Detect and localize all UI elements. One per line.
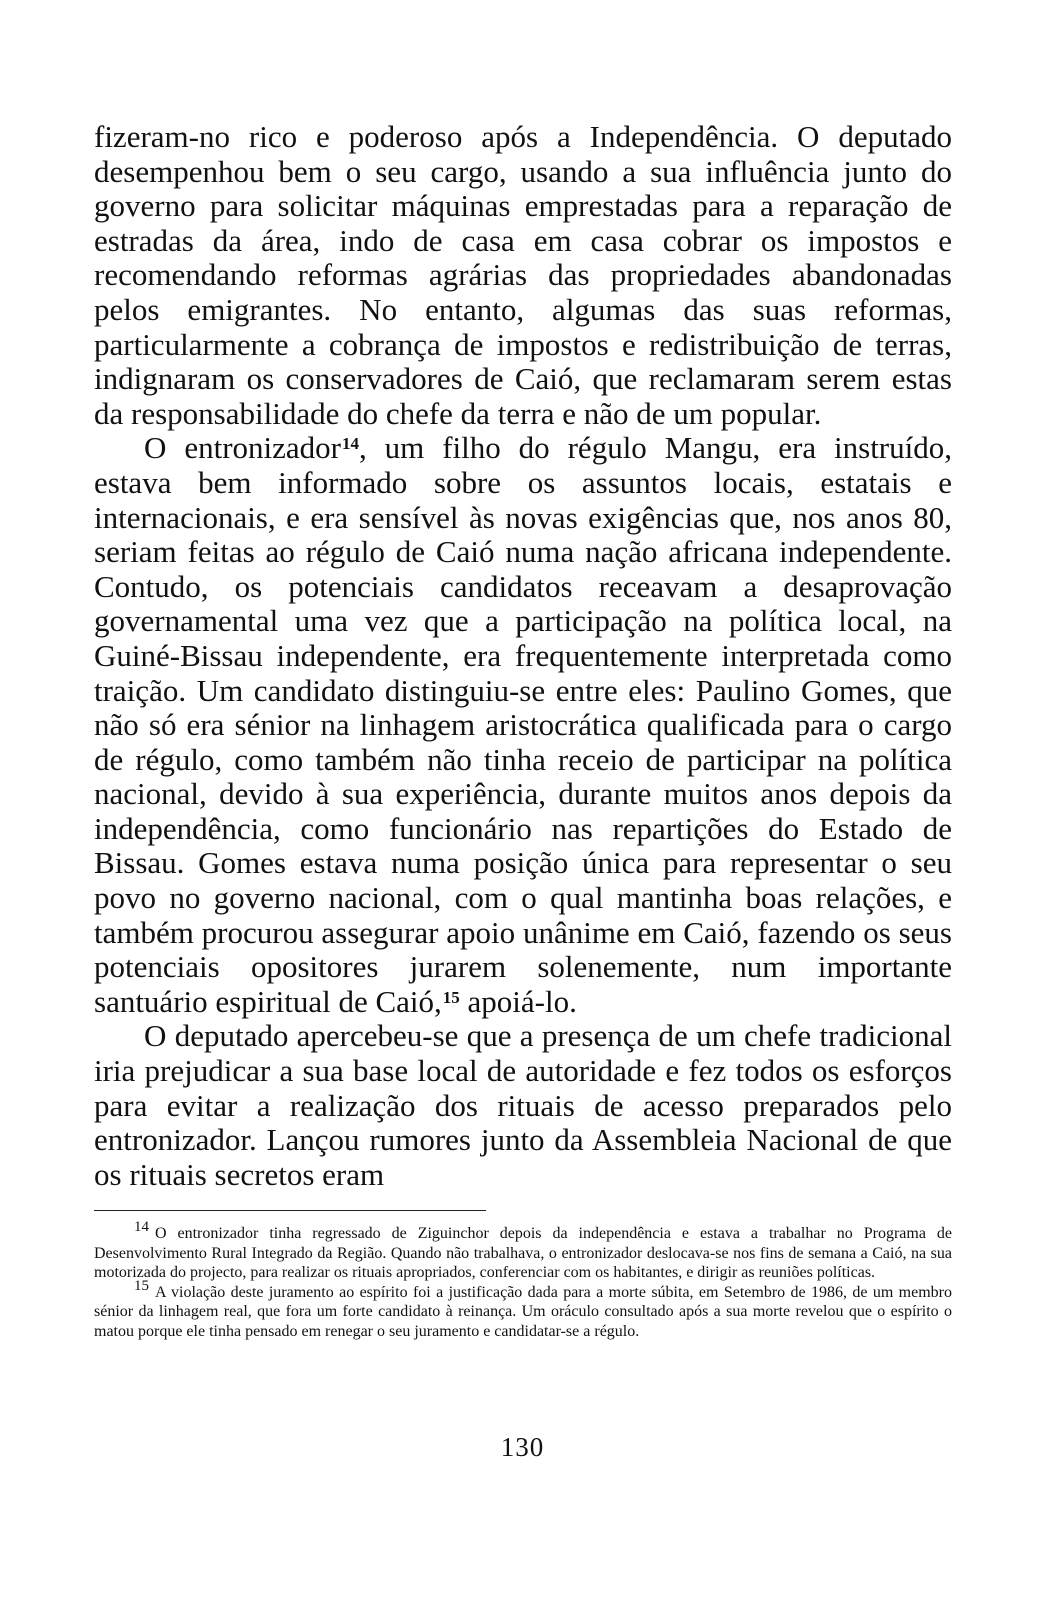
- footnote-14-number: 14: [134, 1219, 149, 1236]
- paragraph-3-text: O deputado apercebeu-se que a presença de um chefe tradicional iria prejudicar a sua base local de autoridade e fez todos os esforços para evitar a realização dos rituais de acesso preparados pelo entronizador. Lançou rumores junto da Assembleia Nacional de que os rituais secretos eram: [94, 1018, 952, 1192]
- footnote-divider: [94, 1210, 486, 1211]
- footnote-15-number: 15: [134, 1278, 149, 1295]
- paragraph-2-text-b: , um filho do régulo Mangu, era instruído, estava bem informado sobre os assuntos locais, estatais e internacionais, e era sensível às novas exigências que, nos anos 80, seriam feitas ao régulo de Caió numa nação africana independente. Contudo, os potenciais candidatos receavam a desaprovação governamental uma vez que a participação na política local, na Guiné-Bissau independente, era frequentemente interpretada como traição. Um candidato distinguiu-se entre eles: Paulino Gomes, que não só era sénior na linhagem aristocrática qualificada para o cargo de régulo, como também não tinha receio de participar na política nacional, devido à sua experiência, durante muitos anos depois da independência, como funcionário nas repartições do Estado de Bissau. Gomes estava numa posição única para representar o seu povo no governo nacional, com o qual mantinha boas relações, e também procurou assegurar apoio unânime em Caió, fazendo os seus potenciais opositores jurarem solenemente, num importante santuário espiritual de Caió,: [94, 430, 952, 1019]
- paragraph-2-text-a: O entronizador: [144, 430, 341, 466]
- footnote-15-text: A violação deste juramento ao espírito foi a justificação dada para a morte súbita, em Setembro de 1986, de um membro sénior da linhagem real, que fora um forte candidato à reinança. Um oráculo consultado após a sua morte revelou que o espírito o matou porque ele tinha pensado em renegar o seu juramento e candidatar-se a régulo.: [94, 1283, 952, 1340]
- page-number: 130: [500, 1432, 545, 1462]
- main-text: [94, 120, 952, 1192]
- paragraph-1-text: fizeram-no rico e poderoso após a Independência. O deputado desempenhou bem o seu cargo, usando a sua influência junto do governo para solicitar máquinas emprestadas para a reparação de estradas da área, indo de casa em casa cobrar os impostos e recomendando reformas agrárias das propriedades abandonadas pelos emigrantes. No entanto, algumas das suas reformas, particularmente a cobrança de impostos e redistribuição de terras, indignaram os conservadores de Caió, que reclamaram serem estas da responsabilidade do chefe da terra e não de um popular.: [94, 119, 952, 431]
- paragraph-2: [94, 431, 952, 1019]
- paragraph-3: [94, 1019, 952, 1192]
- paragraph-1: [94, 120, 952, 431]
- footnote-ref-15[interactable]: 15: [442, 987, 460, 1007]
- footnote-14-text: O entronizador tinha regressado de Ziguinchor depois da independência e estava a trabalhar no Programa de Desenvolvimento Rural Integrado da Região. Quando não trabalhava, o entronizador deslocava-se nos fins de semana a Caió, na sua motorizada do projecto, para realizar os rituais apropriados, conferenciar com os habitantes, e dirigir as reuniões políticas.: [94, 1225, 952, 1282]
- paragraph-2-text-c: apoiá-lo.: [459, 983, 577, 1019]
- footnotes: [94, 1219, 952, 1342]
- footnote-15: [94, 1278, 952, 1342]
- footnote-14: [94, 1219, 952, 1283]
- footnote-ref-14[interactable]: 14: [341, 434, 359, 453]
